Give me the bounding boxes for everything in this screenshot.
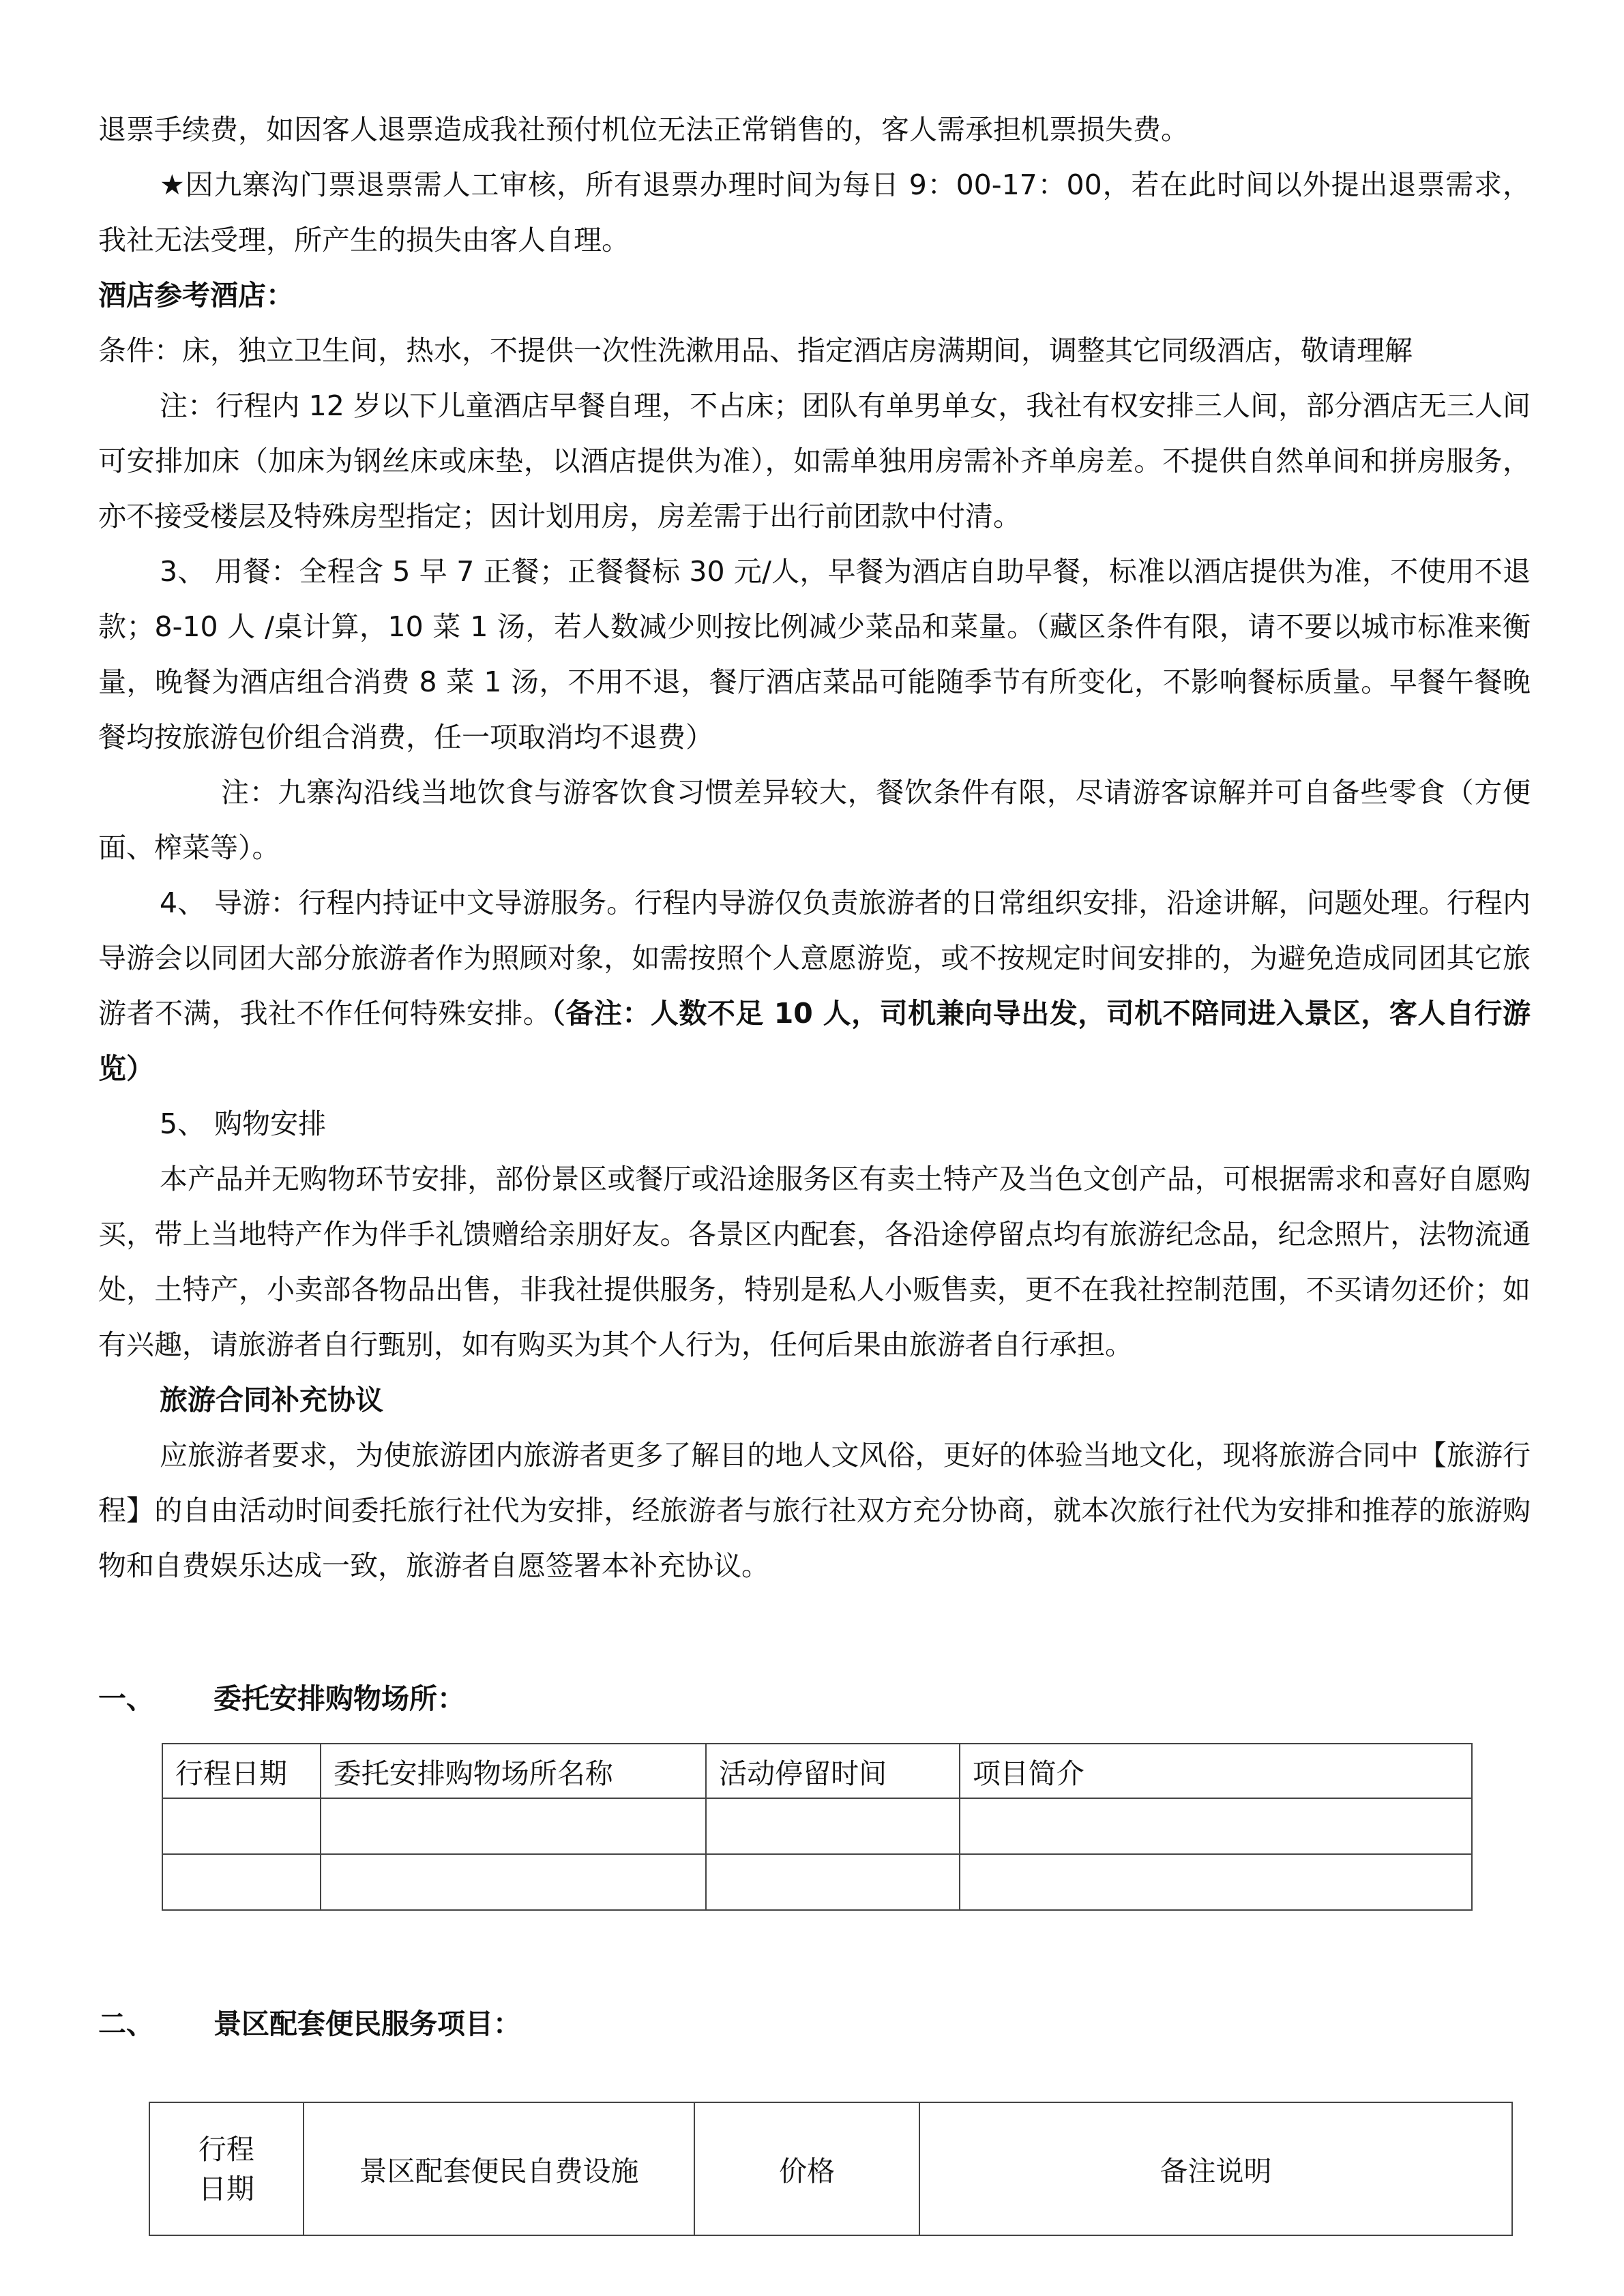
- paragraph-meals: 3、 用餐：全程含 5 早 7 正餐；正餐餐标 30 元/人，早餐为酒店自助早餐，标准以酒店提供为准，不使用不退款；8-10 人 /桌计算，10 菜 1 汤，若人数减少则按比例减少菜品和菜量。（藏区条件有限，请不要以城市标准来衡量，晚餐为酒店组合消费 8 菜 1 汤，不用不退，餐厅酒店菜品可能随季节有所变化，不影响餐标质量。早餐午餐晚餐均按旅游包价组合消费，任一项取消均不退费）: [98, 555, 1531, 754]
- hotel-heading: 酒店参考酒店：: [98, 279, 294, 312]
- supplement-heading: 旅游合同补充协议: [160, 1384, 383, 1416]
- table-cell: [960, 1854, 1472, 1910]
- section1-number: 一、: [98, 1682, 154, 1715]
- table-cell: [162, 1798, 321, 1854]
- paragraph-food-note: 注：九寨沟沿线当地饮食与游客饮食习惯差异较大，餐饮条件有限，尽请游客谅解并可自备些零食（方便面、榨菜等）。: [98, 776, 1531, 864]
- paragraph-shopping-title: 5、 购物安排: [160, 1107, 327, 1140]
- table-cell: [162, 1854, 321, 1910]
- header-remarks: 备注说明: [919, 2102, 1512, 2235]
- paragraph-hotel-conditions: 条件：床，独立卫生间，热水，不提供一次性洗漱用品、指定酒店房满期间，调整其它同级酒店，敬请理解: [98, 334, 1413, 367]
- header-date: 行程 日期: [149, 2102, 304, 2235]
- table-row: [162, 1854, 1472, 1910]
- section2-title: 景区配套便民服务项目：: [213, 2008, 521, 2040]
- table-header-row: [162, 1744, 1472, 1798]
- table-cell: [321, 1798, 706, 1854]
- table-cell: [706, 1854, 960, 1910]
- paragraph-refund-fee: 退票手续费，如因客人退票造成我社预付机位无法正常销售的，客人需承担机票损失费。: [98, 113, 1189, 146]
- table-cell: [706, 1798, 960, 1854]
- guide-text: 4、 导游：行程内持证中文导游服务。行程内导游仅负责旅游者的日常组织安排，沿途讲解，问题处理。行程内导游会以同团大部分旅游者作为照顾对象，如需按照个人意愿游览，或不按规定时间安排的，为避免造成同团其它旅游者不满，我社不作任何特殊安排。: [98, 886, 1531, 1030]
- services-table: [149, 2102, 1513, 2236]
- header-price: 价格: [694, 2102, 919, 2235]
- header-date: 行程日期: [162, 1744, 321, 1798]
- section2-number: 二、: [98, 2008, 154, 2040]
- paragraph-jiuzhaigou-refund: ★因九寨沟门票退票需人工审核，所有退票办理时间为每日 9：00-17：00，若在此时间以外提出退票需求，我社无法受理，所产生的损失由客人自理。: [98, 168, 1531, 256]
- paragraph-hotel-note: 注：行程内 12 岁以下儿童酒店早餐自理，不占床；团队有单男单女，我社有权安排三人间，部分酒店无三人间可安排加床（加床为钢丝床或床垫，以酒店提供为准），如需单独用房需补齐单房差。不提供自然单间和拼房服务，亦不接受楼层及特殊房型指定；因计划用房，房差需于出行前团款中付清。: [98, 389, 1531, 533]
- section1-title: 委托安排购物场所：: [213, 1682, 465, 1715]
- table-cell: [960, 1798, 1472, 1854]
- header-stay-time: 活动停留时间: [706, 1744, 960, 1798]
- shopping-table: [162, 1743, 1473, 1911]
- header-description: 项目简介: [960, 1744, 1472, 1798]
- header-shop-name: 委托安排购物场所名称: [321, 1744, 706, 1798]
- table-cell: [321, 1854, 706, 1910]
- guide-remark: （备注：人数不足 10 人，司机兼向导出发，司机不陪同进入景区，客人自行游览）: [98, 997, 1531, 1085]
- paragraph-supplement: 应旅游者要求，为使旅游团内旅游者更多了解目的地人文风俗，更好的体验当地文化，现将旅游合同中【旅游行程】的自由活动时间委托旅行社代为安排，经旅游者与旅行社双方充分协商，就本次旅行社代为安排和推荐的旅游购物和自费娱乐达成一致，旅游者自愿签署本补充协议。: [98, 1439, 1531, 1582]
- table-header-row: [149, 2102, 1512, 2235]
- table-row: [162, 1798, 1472, 1854]
- header-facility: 景区配套便民自费设施: [304, 2102, 694, 2235]
- paragraph-guide: [98, 876, 1531, 1097]
- paragraph-shopping: 本产品并无购物环节安排，部份景区或餐厅或沿途服务区有卖土特产及当色文创产品，可根据需求和喜好自愿购买，带上当地特产作为伴手礼馈赠给亲朋好友。各景区内配套，各沿途停留点均有旅游纪念品，纪念照片，法物流通处，土特产，小卖部各物品出售，非我社提供服务，特别是私人小贩售卖，更不在我社控制范围，不买请勿还价；如有兴趣，请旅游者自行甄别，如有购买为其个人行为，任何后果由旅游者自行承担。: [98, 1163, 1531, 1361]
